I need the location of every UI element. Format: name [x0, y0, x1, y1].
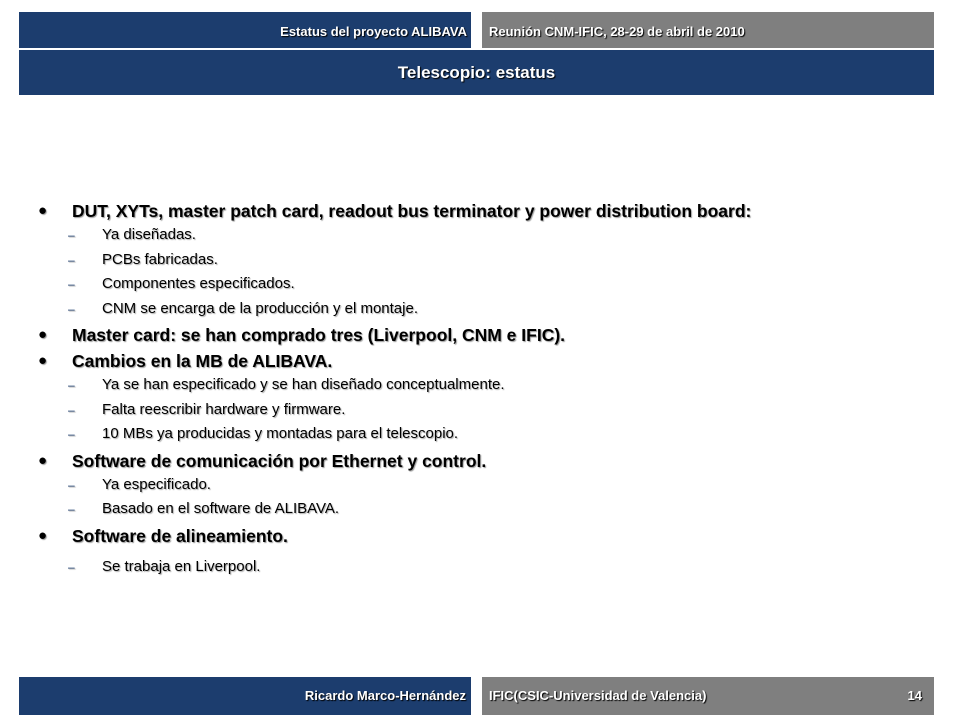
bullet-text: Master card: se han comprado tres (Liverpool, CNM e IFIC). — [72, 325, 566, 345]
bullet-3 — [30, 349, 930, 373]
bullet-text: Software de alineamiento. — [72, 525, 288, 546]
dash-icon: – — [68, 277, 75, 291]
sub-bullet-text: CNM se encarga de la producción y el montaje. — [102, 299, 418, 317]
bullet-dot-icon: ● — [38, 526, 48, 544]
dash-icon: – — [68, 427, 75, 441]
sub-bullet — [30, 248, 930, 273]
sub-bullet-text: 10 MBs ya producidas y montadas para el telescopio. — [102, 425, 459, 442]
bullet-dot-icon: ● — [38, 451, 48, 469]
bullet-4 — [30, 449, 930, 473]
sub-bullet-text: Ya diseñadas. — [102, 226, 196, 243]
bullet-1 — [30, 199, 930, 223]
bullet-text: Cambios en la MB de ALIBAVA. — [72, 351, 333, 371]
sub-bullet — [30, 223, 930, 248]
footer-author: Ricardo Marco-Hernández — [19, 677, 471, 715]
bullet-dot-icon: ● — [38, 326, 48, 343]
dash-icon: – — [68, 301, 75, 316]
dash-icon: – — [68, 228, 75, 242]
sub-bullet-text: Componentes especificados. — [102, 275, 295, 292]
sub-bullet-text: Falta reescribir hardware y firmware. — [102, 400, 346, 418]
sub-bullet — [30, 398, 930, 423]
sub-bullet — [30, 272, 930, 297]
sub-bullet — [30, 497, 930, 522]
sub-bullet — [30, 373, 930, 398]
sub-bullet — [30, 422, 930, 447]
page-number: 14 — [907, 688, 922, 703]
bullet-2 — [30, 323, 930, 347]
dash-icon: – — [68, 502, 75, 516]
bullet-5 — [30, 524, 930, 548]
sub-bullet-text: Basado en el software de ALIBAVA. — [102, 500, 340, 517]
slide-content — [30, 197, 930, 579]
bullet-text: DUT, XYTs, master patch card, readout bus terminator y power distribution board: — [72, 201, 752, 221]
sub-bullet-text: PCBs fabricadas. — [102, 250, 218, 268]
sub-bullet-text: Ya se han especificado y se han diseñado conceptualmente. — [102, 376, 505, 393]
footer-institution: IFIC(CSIC-Universidad de Valencia) — [489, 688, 707, 703]
bullet-text: Software de comunicación por Ethernet y control. — [72, 450, 487, 471]
slide-title: Telescopio: estatus — [19, 50, 934, 95]
sub-bullet-text: Ya especificado. — [102, 475, 211, 493]
sub-bullet — [30, 555, 930, 580]
sub-bullet — [30, 473, 930, 498]
dash-icon: – — [68, 378, 75, 392]
bullet-dot-icon: ● — [38, 352, 48, 369]
dash-icon: – — [68, 402, 75, 417]
dash-icon: – — [68, 559, 75, 574]
bullet-dot-icon: ● — [38, 202, 48, 219]
dash-icon: – — [68, 252, 75, 267]
header-project-label: Estatus del proyecto ALIBAVA — [19, 12, 471, 48]
header-meeting-label: Reunión CNM-IFIC, 28-29 de abril de 2010 — [482, 12, 934, 48]
sub-bullet — [30, 297, 930, 322]
sub-bullet-text: Se trabaja en Liverpool. — [102, 557, 261, 575]
dash-icon: – — [68, 477, 75, 492]
footer-institution-bar — [482, 677, 934, 715]
